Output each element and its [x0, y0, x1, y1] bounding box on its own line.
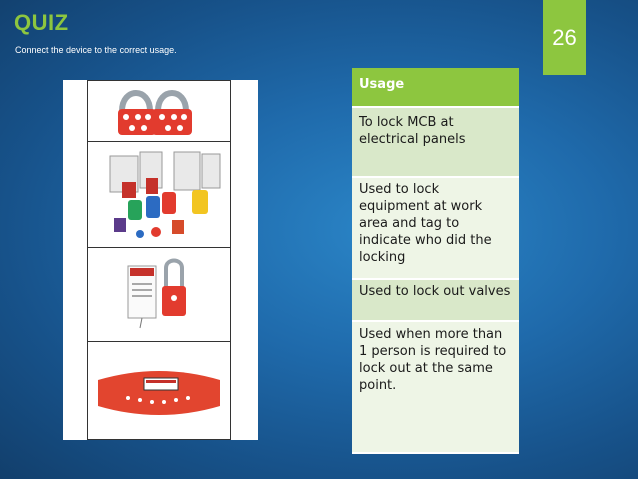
- valve-lockout-icon: [87, 342, 231, 440]
- slide-title: QUIZ: [14, 10, 69, 35]
- mcb-lockout-devices-icon: [87, 142, 231, 248]
- padlock-with-tag-icon: [87, 248, 231, 342]
- usage-row-4: Used when more than 1 person is required to lock out at the same point.: [352, 322, 519, 454]
- page-number-badge: 26: [543, 0, 586, 75]
- usage-row-2: Used to lock equipment at work area and tag to indicate who did the locking: [352, 178, 519, 280]
- hasp-lockout-icon: [87, 80, 231, 142]
- slide-subtitle: Connect the device to the correct usage.: [15, 45, 177, 55]
- usage-table-header: Usage: [352, 68, 519, 108]
- usage-row-1: To lock MCB at electrical panels: [352, 108, 519, 178]
- usage-row-3: Used to lock out valves: [352, 280, 519, 322]
- usage-table: [352, 68, 519, 454]
- device-image-panel: [63, 80, 258, 440]
